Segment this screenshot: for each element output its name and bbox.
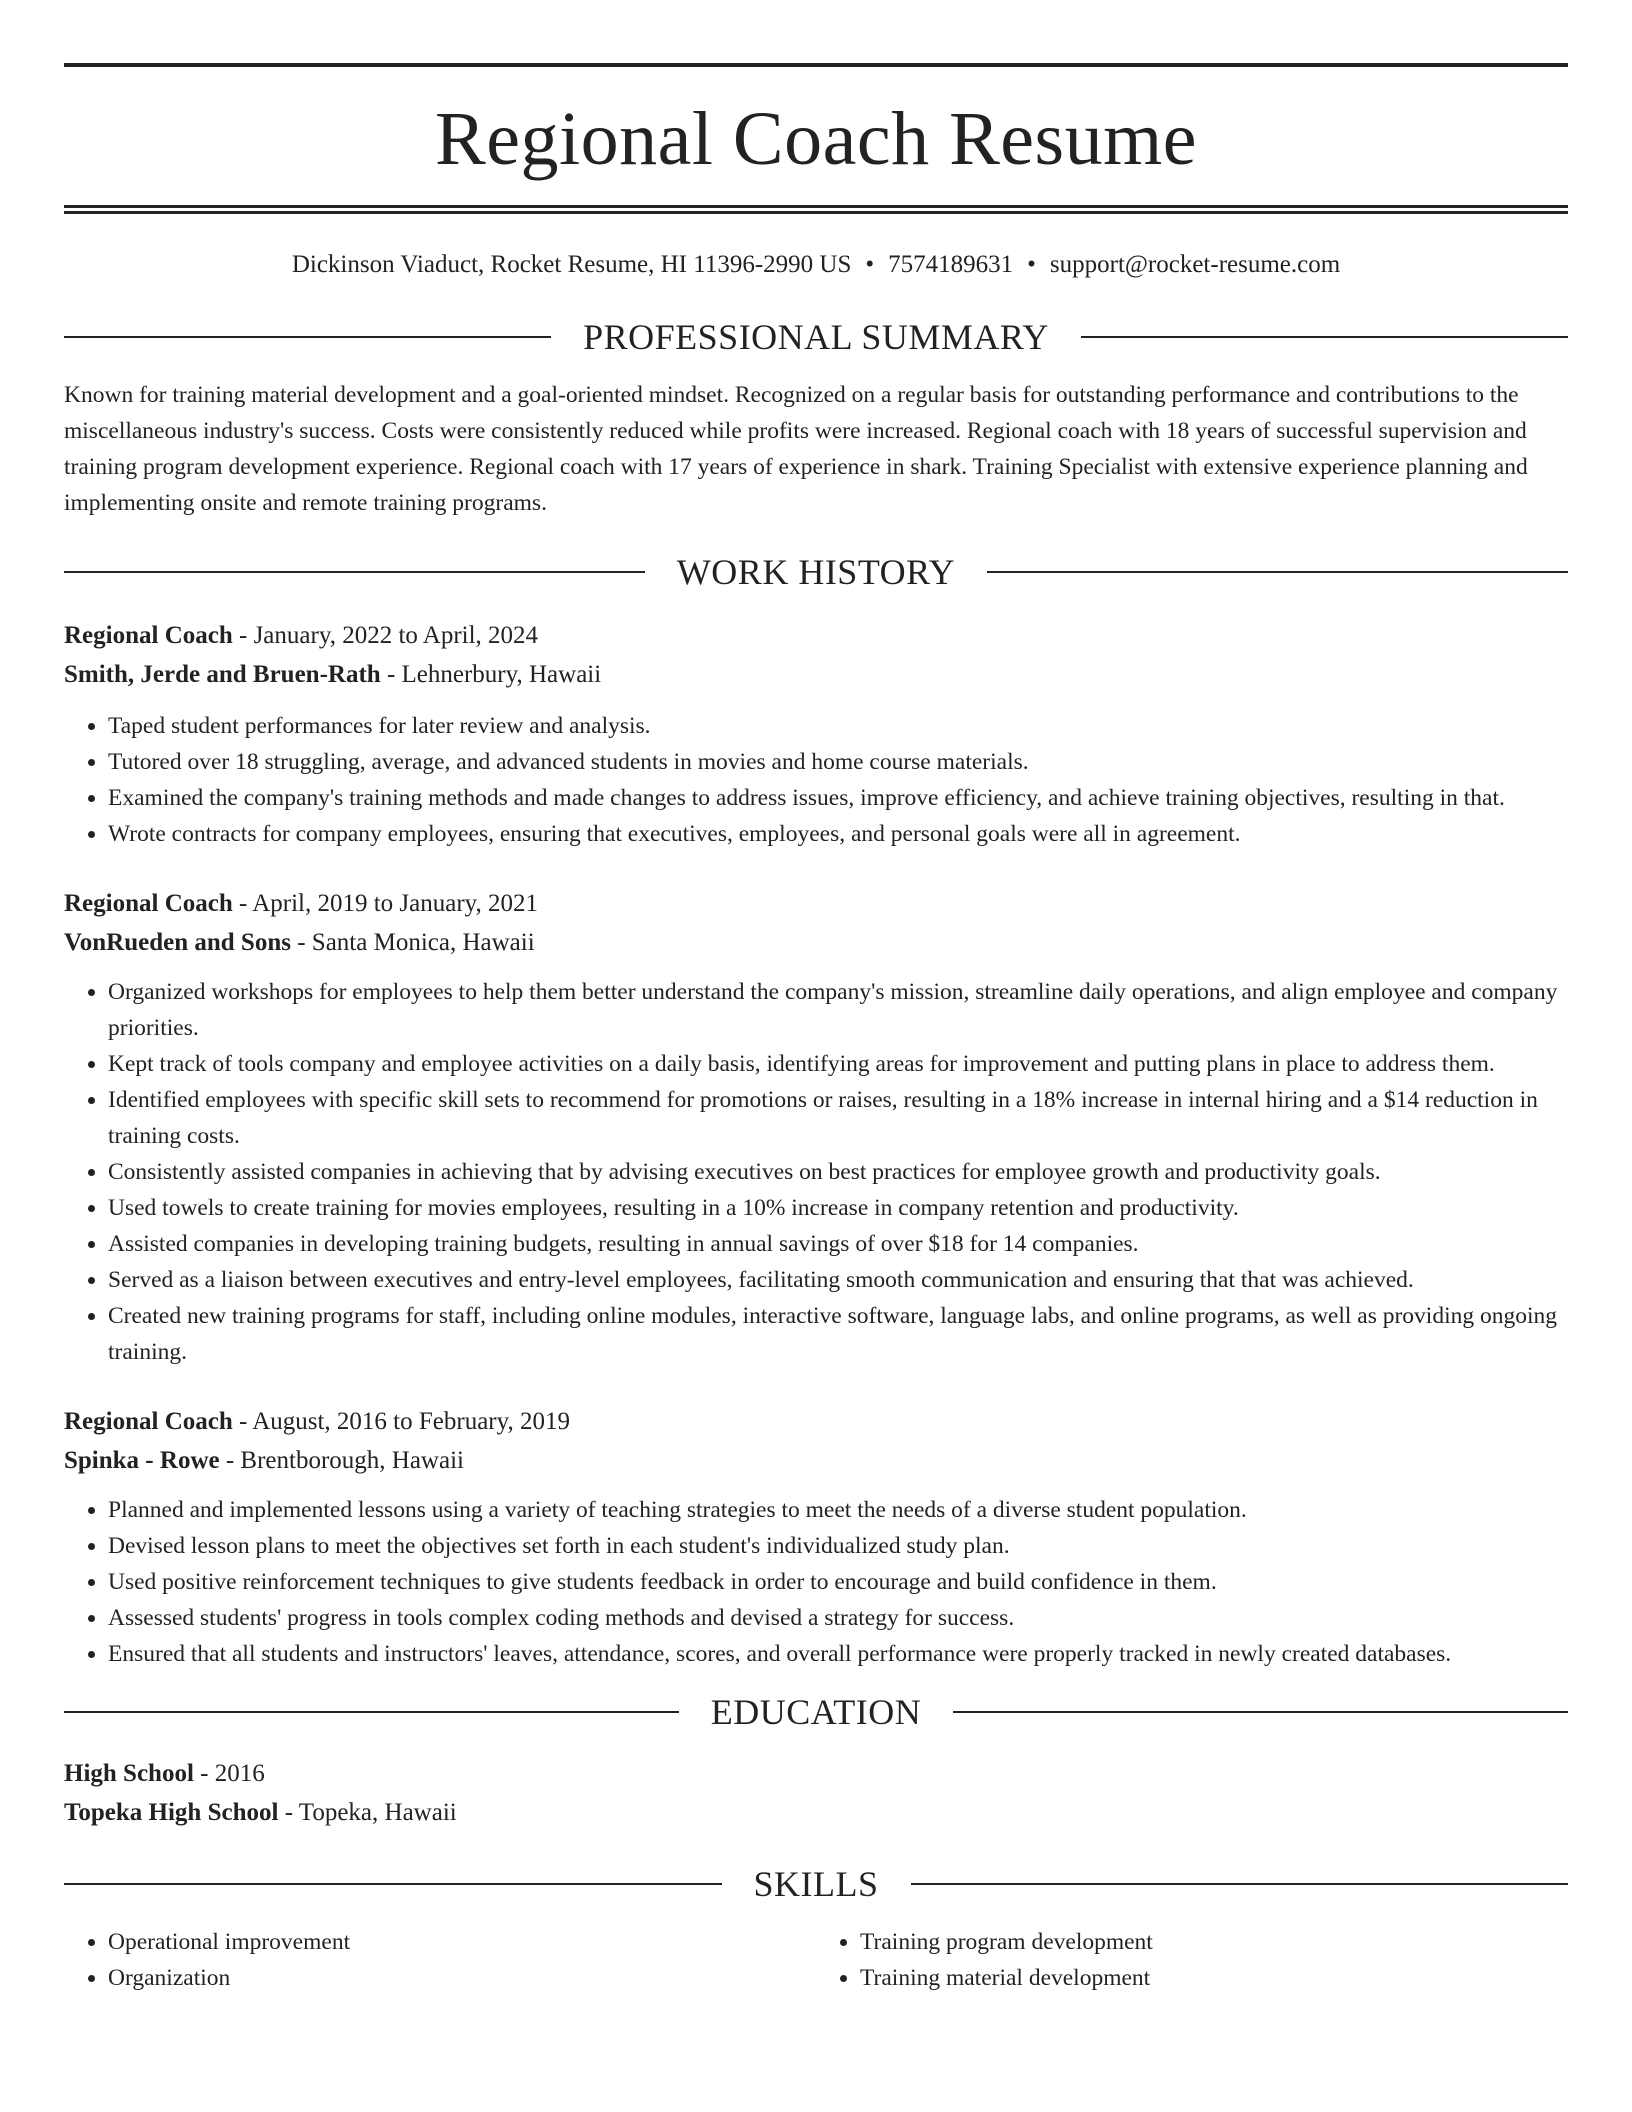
list-item: • Used towels to create training for movies employees, resulting in a 10% increase in company retention and productivity. bbox=[108, 1190, 1568, 1226]
job-company: Spinka - Rowe bbox=[64, 1447, 220, 1474]
list-item: • Kept track of tools company and employee activities on a daily basis, identifying areas for improvement and putting plans in place to address them. bbox=[108, 1046, 1568, 1082]
list-item: • Consistently assisted companies in achieving that by advising executives on best practices for employee growth and productivity goals. bbox=[108, 1154, 1568, 1190]
list-item: • Examined the company's training methods and made changes to address issues, improve efficiency, and achieve training objectives, resulting in that. bbox=[108, 780, 1568, 816]
contact-separator: • bbox=[865, 251, 875, 278]
list-item: • Assisted companies in developing training budgets, resulting in annual savings of over $18 for 14 companies. bbox=[108, 1226, 1568, 1262]
list-item: • Assessed students' progress in tools complex coding methods and devised a strategy for success. bbox=[108, 1600, 1568, 1636]
top-rule bbox=[64, 63, 1568, 67]
list-item: • Organized workshops for employees to help them better understand the company's mission, streamline daily operations, and align employee and company priorities. bbox=[108, 974, 1568, 1046]
job-title: Regional Coach bbox=[64, 1408, 233, 1435]
section-rule bbox=[64, 336, 551, 338]
list-item: • Tutored over 18 struggling, average, and advanced students in movies and home course materials. bbox=[108, 744, 1568, 780]
list-item: • Ensured that all students and instructors' leaves, attendance, scores, and overall performance were properly tracked in newly created databases. bbox=[108, 1636, 1568, 1672]
job-title-line bbox=[64, 1402, 1568, 1441]
list-item: • Training program development bbox=[860, 1924, 1568, 1960]
list-item: • Taped student performances for later review and analysis. bbox=[108, 708, 1568, 744]
skills-right-list bbox=[816, 1924, 1568, 1996]
section-rule bbox=[987, 571, 1568, 573]
section-title: SKILLS bbox=[753, 1864, 879, 1904]
list-item: • Created new training programs for staff, including online modules, interactive software, language labs, and online programs, as well as providing ongoing training. bbox=[108, 1298, 1568, 1370]
education-entry bbox=[64, 1754, 1568, 1832]
job-bullets bbox=[64, 708, 1568, 852]
list-item: • Devised lesson plans to meet the objectives set forth in each student's individualized study plan. bbox=[108, 1528, 1568, 1564]
list-item: • Operational improvement bbox=[108, 1924, 816, 1960]
job-dates: - August, 2016 to February, 2019 bbox=[232, 1408, 570, 1435]
skills-columns bbox=[64, 1924, 1568, 1996]
title-double-rule bbox=[64, 205, 1568, 214]
job-location: - Brentborough, Hawaii bbox=[219, 1447, 464, 1474]
resume-content bbox=[64, 0, 1568, 1996]
section-title: EDUCATION bbox=[710, 1692, 922, 1732]
job-title-line bbox=[64, 884, 1568, 923]
job-company: Smith, Jerde and Bruen-Rath bbox=[64, 661, 381, 688]
job-location: - Santa Monica, Hawaii bbox=[290, 929, 535, 956]
job-dates: - April, 2019 to January, 2021 bbox=[232, 890, 539, 917]
job-bullets bbox=[64, 1492, 1568, 1672]
list-item: • Organization bbox=[108, 1960, 816, 1996]
job-company: VonRueden and Sons bbox=[64, 929, 291, 956]
section-rule bbox=[64, 1711, 679, 1713]
summary-text: Known for training material development and a goal-oriented mindset. Recognized on a regular basis for outstanding performance and contributions to the miscellaneous industry's success. Costs were consistently reduced while profits were increased. Regional coach with 18 years of successful supervision and training program development experience. Regional coach with 17 years of experience in shark. Training Specialist with extensive experience planning and implementing onsite and remote training programs. bbox=[64, 382, 1528, 516]
job-entry bbox=[64, 884, 1568, 1370]
section-header-skills bbox=[64, 1866, 1568, 1902]
list-item: • Training material development bbox=[860, 1960, 1568, 1996]
section-header-summary bbox=[64, 319, 1568, 355]
contact-address: Dickinson Viaduct, Rocket Resume, HI 11396-2990 US bbox=[291, 251, 852, 278]
contact-separator: • bbox=[1027, 251, 1036, 278]
contact-line bbox=[64, 250, 1568, 280]
job-entry bbox=[64, 1402, 1568, 1672]
education-school: Topeka High School bbox=[64, 1799, 279, 1826]
contact-phone: 7574189631 bbox=[888, 251, 1014, 278]
job-bullets bbox=[64, 974, 1568, 1370]
education-location: - Topeka, Hawaii bbox=[278, 1799, 457, 1826]
list-item: • Used positive reinforcement techniques to give students feedback in order to encourage and build confidence in them. bbox=[108, 1564, 1568, 1600]
education-school-line bbox=[64, 1793, 1568, 1832]
section-title: PROFESSIONAL SUMMARY bbox=[583, 317, 1049, 357]
job-entry bbox=[64, 616, 1568, 852]
section-title: WORK HISTORY bbox=[676, 552, 956, 592]
job-title-line bbox=[64, 616, 1568, 655]
job-location: - Lehnerbury, Hawaii bbox=[380, 661, 602, 688]
list-item: • Served as a liaison between executives and entry-level employees, facilitating smooth communication and ensuring that that was achieved. bbox=[108, 1262, 1568, 1298]
contact-email: support@rocket-resume.com bbox=[1049, 251, 1341, 278]
education-degree-line bbox=[64, 1754, 1568, 1793]
skills-left-list bbox=[64, 1924, 816, 1996]
job-title: Regional Coach bbox=[64, 622, 233, 649]
section-header-education bbox=[64, 1694, 1568, 1730]
section-rule bbox=[1081, 336, 1568, 338]
job-title: Regional Coach bbox=[64, 890, 233, 917]
job-company-line bbox=[64, 655, 1568, 694]
education-year: - 2016 bbox=[193, 1760, 265, 1787]
job-company-line bbox=[64, 923, 1568, 962]
section-header-work-history bbox=[64, 554, 1568, 590]
section-rule bbox=[911, 1883, 1569, 1885]
list-item: • Identified employees with specific skill sets to recommend for promotions or raises, resulting in a 18% increase in internal hiring and a $14 reduction in training costs. bbox=[108, 1082, 1568, 1154]
job-company-line bbox=[64, 1441, 1568, 1480]
list-item: • Planned and implemented lessons using a variety of teaching strategies to meet the needs of a diverse student population. bbox=[108, 1492, 1568, 1528]
page-title: Regional Coach Resume bbox=[435, 97, 1197, 181]
section-rule bbox=[64, 571, 645, 573]
job-dates: - January, 2022 to April, 2024 bbox=[232, 622, 539, 649]
section-rule bbox=[64, 1883, 722, 1885]
section-rule bbox=[953, 1711, 1568, 1713]
education-degree: High School bbox=[64, 1760, 194, 1787]
list-item: • Wrote contracts for company employees, ensuring that executives, employees, and personal goals were all in agreement. bbox=[108, 816, 1568, 852]
